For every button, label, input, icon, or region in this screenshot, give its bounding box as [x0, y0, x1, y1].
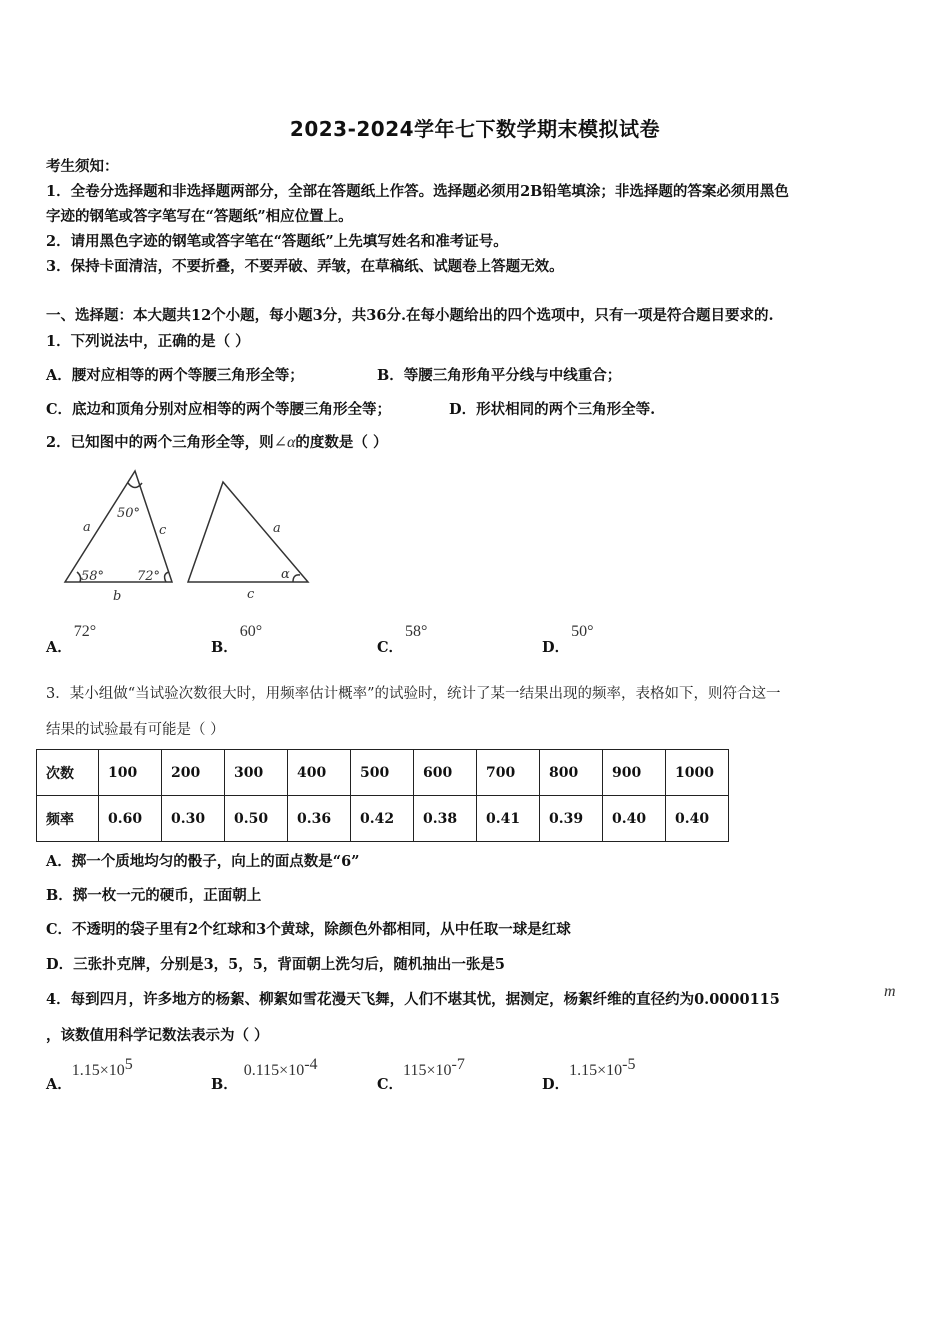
table-cell: 0.50: [225, 796, 288, 842]
q3-option-d: D．三张扑克牌，分别是3，5，5，背面朝上洗匀后，随机抽出一张是5: [46, 956, 505, 973]
q4-option-d: [542, 1056, 636, 1093]
q4-option-b-base: 0.115×10: [243, 1061, 305, 1079]
table-cell: 100: [99, 750, 162, 796]
q2-option-a-value: 72°: [73, 623, 97, 640]
q2-option-d: [542, 620, 594, 656]
notice-item-1-cont: 字迹的钢笔或答字笔写在“答题纸”相应位置上。: [46, 208, 353, 225]
notice-heading: 考生须知：: [46, 158, 119, 175]
table-cell: 0.40: [603, 796, 666, 842]
q4-option-a-label: A．: [46, 1075, 72, 1093]
q4-option-b-label: B．: [211, 1075, 238, 1093]
table-cell: 次数: [37, 750, 99, 796]
q1-option-c: C．底边和顶角分别对应相等的两个等腰三角形全等；: [46, 401, 392, 418]
q2-option-a-label: A．: [46, 639, 72, 656]
q4-stem-line1: 4．每到四月，许多地方的杨絮、柳絮如雪花漫天飞舞，人们不堪其忧，据测定，杨絮纤维的直径约为0.0000115: [46, 991, 780, 1008]
q4-option-d-label: D．: [542, 1075, 570, 1093]
triangle-2: [188, 482, 308, 582]
table-cell: 0.42: [351, 796, 414, 842]
table-cell: 0.41: [477, 796, 540, 842]
triangle-1: [65, 471, 172, 582]
q4-option-c-base: 115×10: [403, 1061, 452, 1079]
q1-option-a: A．腰对应相等的两个等腰三角形全等；: [46, 367, 304, 384]
notice-item-3: 3．保持卡面清洁，不要折叠，不要弄破、弄皱，在草稿纸、试题卷上答题无效。: [46, 258, 564, 275]
q4-option-a-base: 1.15×10: [71, 1061, 125, 1079]
table-cell: 500: [351, 750, 414, 796]
notice-item-2: 2．请用黑色字迹的钢笔或答字笔在“答题纸”上先填写姓名和准考证号。: [46, 233, 508, 250]
q4-option-d-base: 1.15×10: [569, 1061, 623, 1079]
table-cell: 1000: [666, 750, 729, 796]
table-cell: 900: [603, 750, 666, 796]
q2-option-c-value: 58°: [405, 623, 428, 640]
q2-option-c-label: C．: [377, 639, 404, 656]
q4-option-b: [211, 1056, 318, 1093]
q2-triangles-figure: [55, 464, 325, 606]
q2-option-d-value: 50°: [571, 623, 594, 640]
q3-frequency-table: [36, 749, 729, 842]
q2-stem: [46, 431, 387, 452]
q1-option-d: D．形状相同的两个三角形全等.: [449, 401, 656, 418]
q2-option-a: [46, 620, 97, 656]
table-cell: 0.36: [288, 796, 351, 842]
t2-side-c: c: [247, 587, 255, 602]
table-cell: 700: [477, 750, 540, 796]
q3-option-c: C．不透明的袋子里有2个红球和3个黄球，除颜色外都相同，从中任取一球是红球: [46, 921, 571, 938]
table-row: [37, 750, 729, 796]
q2-option-c: [377, 620, 428, 656]
table-cell: 频率: [37, 796, 99, 842]
page-title: 2023-2024学年七下数学期末模拟试卷: [289, 117, 661, 141]
t1-side-a: a: [83, 520, 91, 535]
t1-side-b: b: [113, 589, 122, 604]
t1-side-c: c: [159, 523, 167, 538]
triangle-1-right-arc: [165, 572, 169, 582]
t2-side-a: a: [273, 521, 281, 536]
q3-option-a: A．掷一个质地均匀的骰子，向上的面点数是“6”: [46, 853, 360, 870]
q4-option-c: [377, 1056, 465, 1093]
q2-option-b-value: 60°: [239, 623, 263, 640]
table-cell: 0.30: [162, 796, 225, 842]
q2-option-b: [211, 620, 263, 656]
table-cell: 800: [540, 750, 603, 796]
table-row: [37, 796, 729, 842]
q4-option-c-exp: -7: [451, 1056, 465, 1073]
q4-option-c-label: C．: [377, 1075, 404, 1093]
table-cell: 0.60: [99, 796, 162, 842]
q3-option-b: B．掷一枚一元的硬币，正面朝上: [46, 887, 262, 904]
t2-angle-alpha: α: [281, 567, 290, 582]
q4-option-a: [46, 1056, 133, 1093]
q4-stem-line2: ，该数值用科学记数法表示为（ ）: [46, 1027, 269, 1044]
table-cell: 0.40: [666, 796, 729, 842]
table-cell: 400: [288, 750, 351, 796]
q2-option-d-label: D．: [542, 639, 570, 656]
triangle-2-angle-arc: [293, 575, 300, 582]
q3-stem-line2: 结果的试验最有可能是（ ）: [46, 722, 225, 738]
t1-angle-top: 50°: [117, 506, 141, 521]
q4-option-b-exp: -4: [304, 1056, 318, 1073]
table-cell: 600: [414, 750, 477, 796]
q4-option-a-exp: 5: [124, 1056, 133, 1073]
q1-stem: 1．下列说法中，正确的是（ ）: [46, 333, 250, 350]
section-heading: 一、选择题：本大题共12个小题，每小题3分，共36分.在每小题给出的四个选项中，只有一项是符合题目要求的.: [46, 307, 774, 324]
q4-option-d-exp: -5: [622, 1056, 636, 1073]
q2-option-b-label: B．: [211, 639, 238, 656]
table-cell: 300: [225, 750, 288, 796]
q1-option-b: B．等腰三角形角平分线与中线重合；: [377, 367, 622, 384]
q3-stem-line1: 3．某小组做“当试验次数很大时，用频率估计概率”的试验时，统计了某一结果出现的频率，表格如下，则符合这一: [46, 686, 781, 702]
notice-item-1: 1．全卷分选择题和非选择题两部分，全部在答题纸上作答。选择题必须用2B铅笔填涂；非选择题的答案必须用黑色: [46, 183, 789, 200]
t1-angle-left: 58°: [81, 569, 105, 584]
q4-unit: m: [884, 983, 896, 1000]
q2-stem-post: 的度数是（ ）: [295, 434, 388, 451]
q2-angle-symbol: ∠α: [273, 434, 296, 451]
q2-stem-pre: 2．已知图中的两个三角形全等，则: [46, 434, 274, 451]
table-cell: 200: [162, 750, 225, 796]
table-cell: 0.38: [414, 796, 477, 842]
t1-angle-right: 72°: [137, 569, 161, 584]
table-cell: 0.39: [540, 796, 603, 842]
